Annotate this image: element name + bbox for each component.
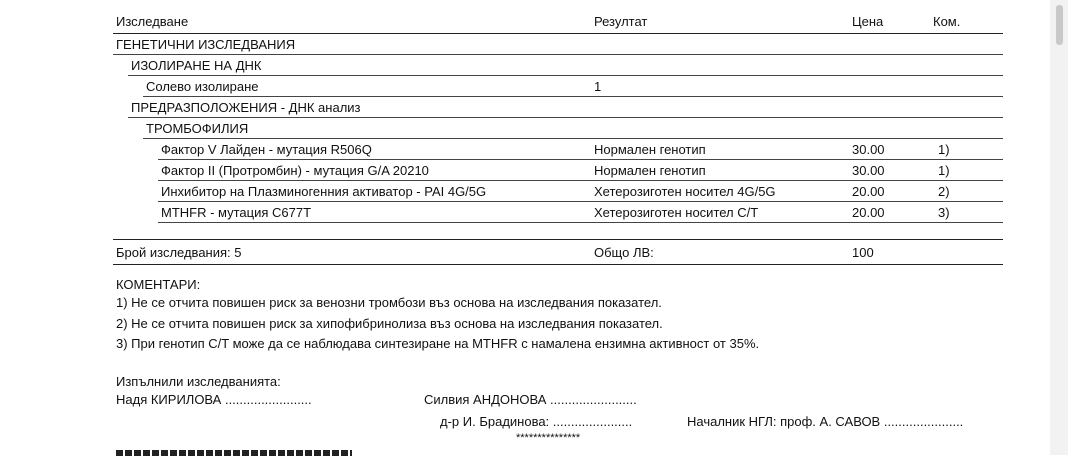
section-genetic: ГЕНЕТИЧНИ ИЗСЛЕДВАНИЯ [116, 37, 296, 52]
test-comment: 1) [938, 142, 950, 157]
header-price: Цена [852, 14, 884, 29]
comment-line: 2) Не се отчита повишен риск за хипофибринолиза въз основа на изследвания показател. [116, 316, 663, 331]
test-name: Фактор V Лайден - мутация R506Q [161, 142, 372, 157]
test-result: Нормален генотип [594, 142, 706, 157]
comment-line: 3) При генотип C/T може да се наблюдава синтезиране на MTHFR с намалена ензимна активност от 35%. [116, 336, 760, 351]
tests-count: Брой изследвания: 5 [116, 245, 242, 260]
row-divider [158, 159, 1003, 160]
total-value: 100 [852, 245, 874, 260]
test-comment: 2) [938, 184, 950, 199]
comment-line: 1) Не се отчита повишен риск за венозни тромбози въз основа на изследвания показател. [116, 295, 662, 310]
vertical-scrollbar[interactable] [1050, 0, 1068, 455]
test-price: 20.00 [852, 205, 885, 220]
signature-person2: Силвия АНДОНОВА ........................ [424, 392, 637, 407]
row-divider [113, 54, 1003, 55]
salt-isolation-label: Солево изолиране [146, 79, 259, 94]
section-thrombophilia: ТРОМБОФИЛИЯ [146, 121, 249, 136]
test-comment: 1) [938, 163, 950, 178]
header-result: Резултат [594, 14, 648, 29]
row-divider [128, 117, 1003, 118]
row-divider [158, 222, 1003, 223]
header-test: Изследване [116, 14, 189, 29]
cut-off-text [116, 450, 352, 456]
salt-isolation-result: 1 [594, 79, 602, 94]
test-result: Нормален генотип [594, 163, 706, 178]
signature-head: Началник НГЛ: проф. А. САВОВ ...................... [687, 414, 964, 429]
section-predisposition: ПРЕДРАЗПОЛОЖЕНИЯ - ДНК анализ [131, 100, 361, 115]
test-comment: 3) [938, 205, 950, 220]
test-name: Инхибитор на Плазминогенния активатор - PAI 4G/5G [161, 184, 487, 199]
row-divider [128, 75, 1003, 76]
test-price: 30.00 [852, 142, 885, 157]
test-result: Хетерозиготен носител C/T [594, 205, 759, 220]
section-dna-isolation: ИЗОЛИРАНЕ НА ДНК [131, 58, 262, 73]
row-divider [158, 201, 1003, 202]
row-divider [158, 180, 1003, 181]
test-price: 20.00 [852, 184, 885, 199]
totals-divider [113, 239, 1003, 240]
scrollbar-thumb[interactable] [1056, 5, 1063, 45]
header-comment: Ком. [933, 14, 961, 29]
performed-by-label: Изпълнили изследванията: [116, 374, 281, 389]
total-label: Общо ЛВ: [594, 245, 654, 260]
test-name: MTHFR - мутация C677T [161, 205, 312, 220]
stars-line: *************** [516, 432, 581, 444]
test-name: Фактор II (Протромбин) - мутация G/A 20210 [161, 163, 429, 178]
header-divider [113, 33, 1003, 34]
row-divider [143, 138, 1003, 139]
row-divider [143, 96, 1003, 97]
test-price: 30.00 [852, 163, 885, 178]
comments-title: КОМЕНТАРИ: [116, 277, 201, 292]
totals-divider-bottom [113, 264, 1003, 265]
signature-person1: Надя КИРИЛОВА ........................ [116, 392, 312, 407]
signature-person3: д-р И. Брадинова: ...................... [440, 414, 633, 429]
test-result: Хетерозиготен носител 4G/5G [594, 184, 776, 199]
